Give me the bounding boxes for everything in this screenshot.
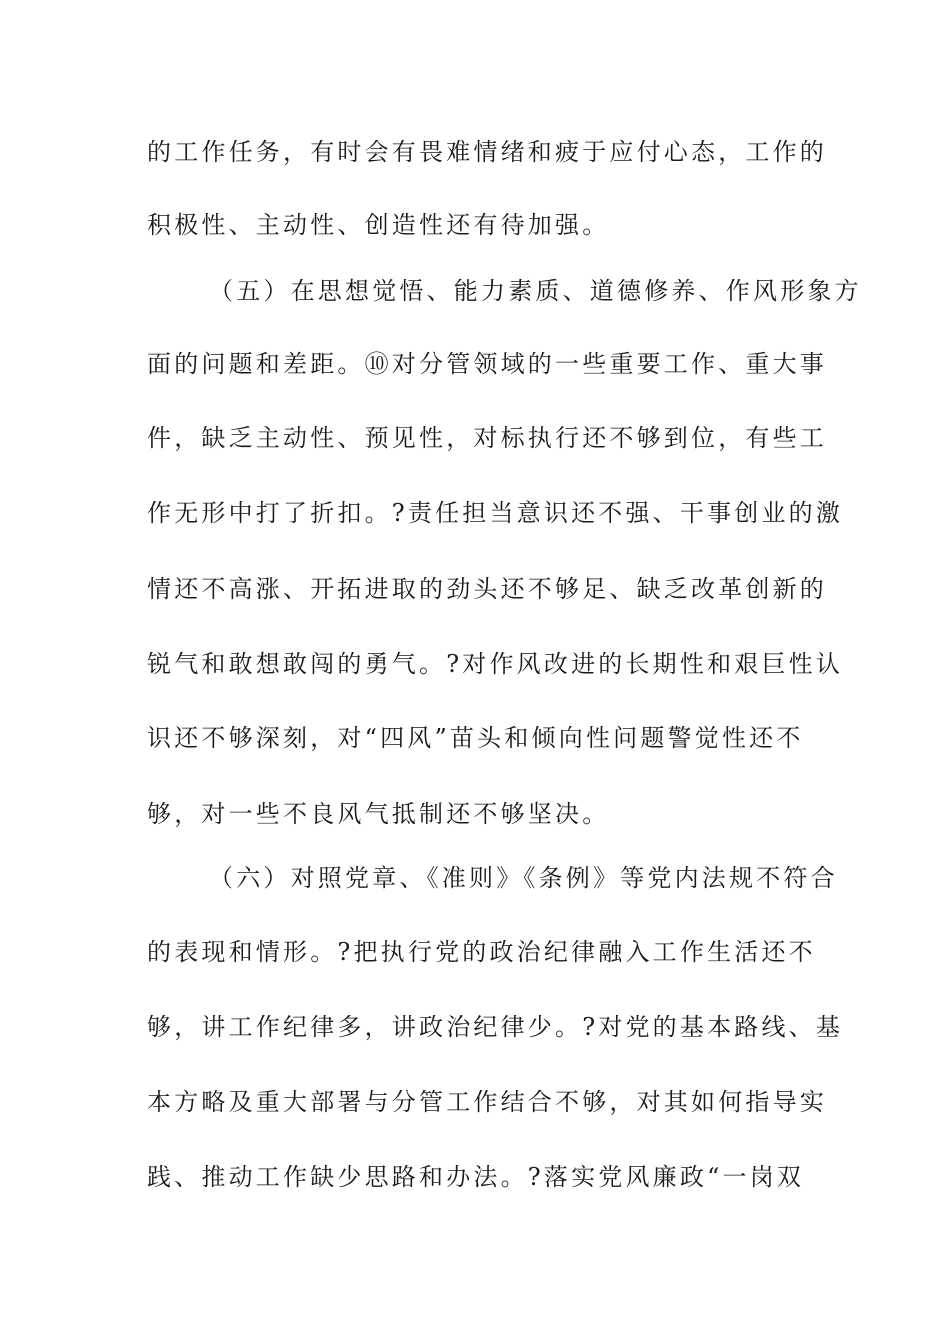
- text-line: 践、推动工作缺少思路和办法。?落实党风廉政“一岗双: [147, 1163, 805, 1191]
- text-line: 够，对一些不良风气抵制还不够坚决。: [147, 800, 610, 828]
- text-line: 的表现和情形。?把执行党的政治纪律融入工作生活还不: [147, 938, 816, 966]
- text-line: 锐气和敢想敢闯的勇气。?对作风改进的长期性和艰巨性认: [147, 650, 844, 678]
- text-line: 积极性、主动性、创造性还有待加强。: [147, 211, 610, 239]
- text-line: 本方略及重大部署与分管工作结合不够，对其如何指导实: [147, 1088, 827, 1116]
- text-line: 识还不够深刻，对“四风”苗头和倾向性问题警觉性还不: [147, 724, 804, 752]
- text-line: 的工作任务，有时会有畏难情绪和疲于应付心态，工作的: [147, 138, 827, 166]
- text-line: 够，讲工作纪律多，讲政治纪律少。?对党的基本路线、基: [147, 1013, 844, 1041]
- section-heading-five: （五）在思想觉悟、能力素质、道德修养、作风形象方: [209, 277, 862, 305]
- text-line: 作无形中打了折扣。?责任担当意识还不强、干事创业的激: [147, 499, 844, 527]
- text-line: 面的问题和差距。⑩对分管领域的一些重要工作、重大事: [147, 350, 827, 378]
- section-heading-six: （六）对照党章、《准则》《条例》等党内法规不符合: [209, 864, 838, 892]
- text-line: 件，缺乏主动性、预见性，对标执行还不够到位，有些工: [147, 424, 827, 452]
- text-line: 情还不高涨、开拓进取的劲头还不够足、缺乏改革创新的: [147, 575, 827, 603]
